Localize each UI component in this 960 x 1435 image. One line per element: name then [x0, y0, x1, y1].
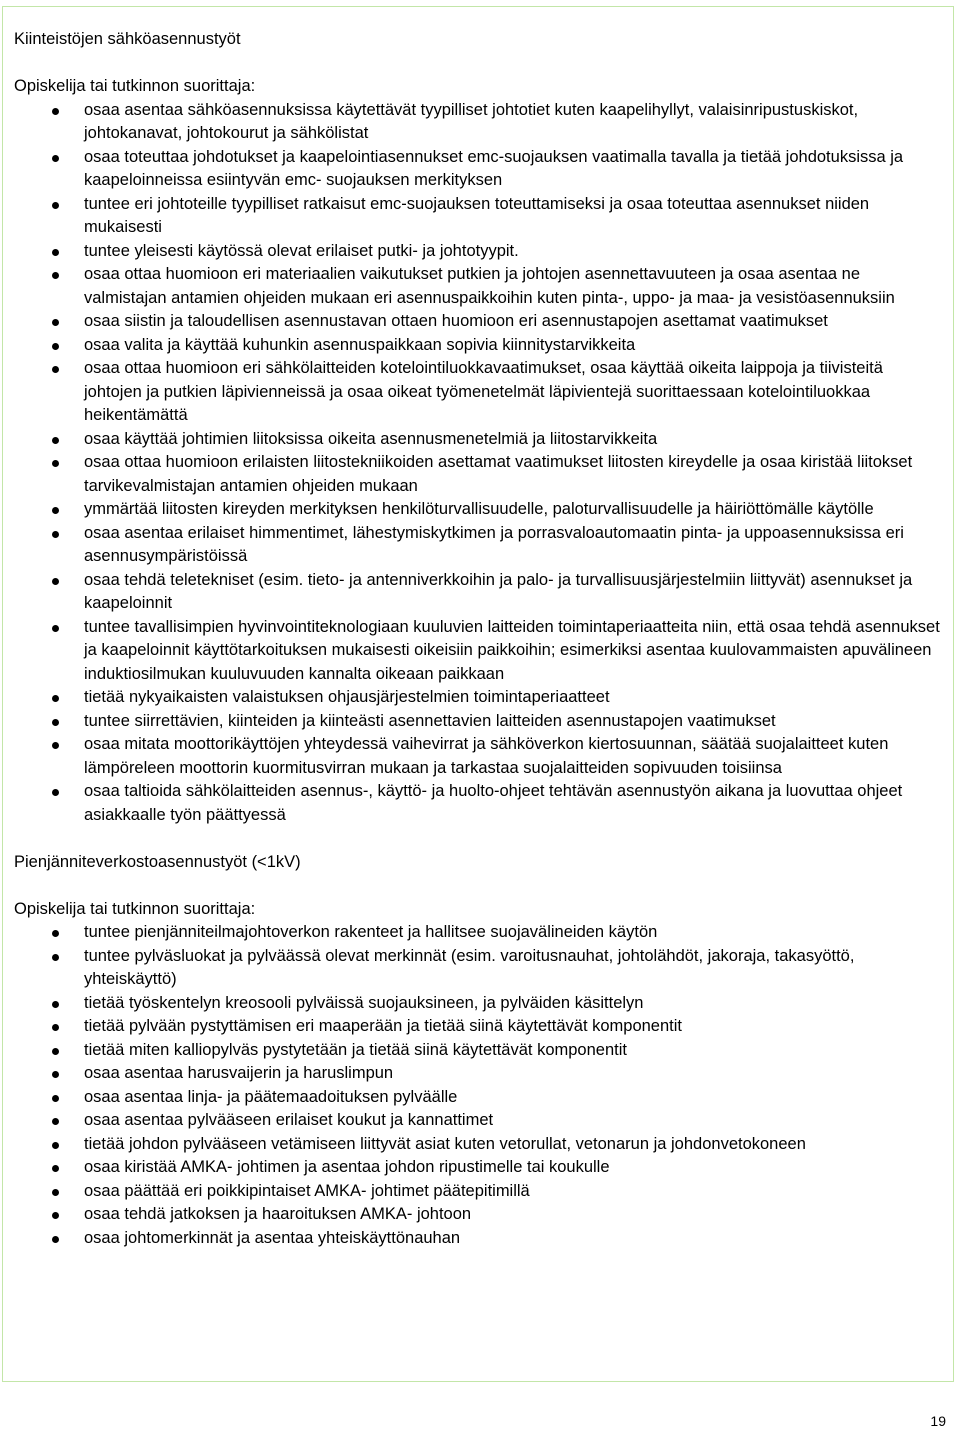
- bullet-icon: [52, 1024, 59, 1031]
- list-item-text: osaa asentaa erilaiset himmentimet, lähestymiskytkimen ja porrasvaloautomaatin pinta- ja uppoasennuksissa eri asennusympäristöissä: [84, 523, 904, 565]
- bullet-icon: [52, 1095, 59, 1102]
- bullet-icon: [52, 366, 59, 373]
- list-item: [14, 1086, 944, 1110]
- list-item-text: osaa ottaa huomioon erilaisten liitostekniikoiden asettamat vaatimukset liitosten kireydelle ja osaa kiristää liitokset tarvikevalmistajan antamien ohjeiden mukaan: [84, 453, 913, 495]
- bullet-icon: [52, 1212, 59, 1219]
- list-item-text: tuntee tavallisimpien hyvinvointiteknologiaan kuuluvien laitteiden toimintaperiaatteita niin, että osaa tehdä asennukset ja kaapeloinnit käyttötarkoituksen mukaisesti oikeisiin paikkoihin; esimerkiksi asentaa kuulovammaisten apuvälineen induktiosilmukan kuuluvuuden kannalta oikeaan paikkaan: [84, 617, 940, 683]
- list-item-text: tuntee pylväsluokat ja pylväässä olevat merkinnät (esim. varoitusnauhat, johtolähdöt, jakoraja, takasyöttö, yhteiskäyttö): [84, 946, 855, 988]
- bullet-icon: [52, 507, 59, 514]
- bullet-icon: [52, 742, 59, 749]
- list-item-text: tuntee siirrettävien, kiinteiden ja kiinteästi asennettavien laitteiden asennustapojen vaatimukset: [84, 711, 776, 730]
- bullet-icon: [52, 343, 59, 350]
- list-item-text: osaa käyttää johtimien liitoksissa oikeita asennusmenetelmiä ja liitostarvikkeita: [84, 429, 658, 448]
- list-item: [14, 334, 944, 358]
- list-item-text: ymmärtää liitosten kireyden merkityksen henkilöturvallisuudelle, paloturvallisuudelle ja häiriöttömälle käytölle: [84, 500, 874, 518]
- bullet-icon: [52, 954, 59, 961]
- list-item: [14, 1156, 944, 1180]
- section-title: Pienjänniteverkostoasennustyöt (<1kV): [14, 852, 301, 871]
- list-item-text: tietää johdon pylvääseen vetämiseen liittyvät asiat kuten vetorullat, vetonarun ja johdonvetokoneen: [84, 1134, 806, 1153]
- section-kiinteistot: [14, 28, 944, 827]
- list-item-text: osaa kiristää AMKA- johtimen ja asentaa johdon ripustimelle tai koukulle: [84, 1158, 610, 1176]
- list-item-text: tietää nykyaikaisten valaistuksen ohjausjärjestelmien toimintaperiaatteet: [84, 688, 610, 706]
- page-number: 19: [930, 1413, 946, 1429]
- list-item: [14, 357, 944, 428]
- bullet-icon: [52, 1142, 59, 1149]
- list-item-text: osaa valita ja käyttää kuhunkin asennuspaikkaan sopivia kiinnitystarvikkeita: [84, 335, 636, 354]
- bullet-icon: [52, 202, 59, 209]
- list-item-text: osaa asentaa linja- ja päätemaadoituksen pylväälle: [84, 1087, 458, 1106]
- list-item-text: tuntee pienjänniteilmajohtoverkon rakenteet ja hallitsee suojavälineiden käytön: [84, 923, 658, 941]
- bullet-icon: [52, 1236, 59, 1243]
- bullet-icon: [52, 695, 59, 702]
- list-item-text: osaa päättää eri poikkipintaiset AMKA- johtimet päätepitimillä: [84, 1181, 530, 1200]
- bullet-icon: [52, 460, 59, 467]
- list-item: [14, 569, 944, 616]
- list-item: [14, 1015, 944, 1039]
- list-item-text: osaa asentaa harusvaijerin ja haruslimpun: [84, 1064, 394, 1082]
- bullet-icon: [52, 1001, 59, 1008]
- section-title: Kiinteistöjen sähköasennustyöt: [14, 30, 241, 48]
- list-item-text: osaa mitata moottorikäyttöjen yhteydessä vaihevirrat ja sähköverkon kiertosuunnan, säätää suojalaitteet kuten lämpöreleen moottorin kuormitusvirran mukaan ja tarkastaa suojalaitteiden sopivuuden toisiinsa: [84, 735, 889, 777]
- list-item: [14, 1133, 944, 1157]
- list-item: [14, 616, 944, 687]
- list-item-text: osaa asentaa sähköasennuksissa käytettävät tyypilliset johtotiet kuten kaapelihyllyt, valaisinripustuskiskot, johtokanavat, johtokourut ja sähkölistat: [84, 100, 859, 142]
- bullet-icon: [52, 531, 59, 538]
- bullet-icon: [52, 930, 59, 937]
- list-item-text: tietää miten kalliopylväs pystytetään ja tietää siinä käytettävät komponentit: [84, 1040, 627, 1059]
- list-item: [14, 522, 944, 569]
- list-item: [14, 193, 944, 240]
- bullet-icon: [52, 625, 59, 632]
- list-item-text: osaa ottaa huomioon eri materiaalien vaikutukset putkien ja johtojen asennettavuuteen ja osaa asentaa ne valmistajan antamien ohjeiden mukaan eri asennuspaikkoihin kuten pinta-, uppo- ja maa- ja vesistöasennuksiin: [84, 265, 895, 307]
- list-item-text: tuntee eri johtoteille tyypilliset ratkaisut emc-suojauksen toteuttamiseksi ja osaa toteuttaa asennukset niiden mukaisesti: [84, 194, 870, 236]
- bullet-icon: [52, 319, 59, 326]
- bullet-icon: [52, 719, 59, 726]
- list-item-text: tietää pylvään pystyttämisen eri maaperään ja tietää siinä käytettävät komponentit: [84, 1017, 682, 1035]
- bullet-icon: [52, 249, 59, 256]
- requirement-list: [14, 921, 944, 1250]
- list-item-text: osaa taltioida sähkölaitteiden asennus-, käyttö- ja huolto-ohjeet tehtävän asennustyön aikana ja luovuttaa ohjeet asiakkaalle työn päättyessä: [84, 782, 903, 824]
- bullet-icon: [52, 1071, 59, 1078]
- document-body: [14, 28, 944, 1250]
- list-item: [14, 310, 944, 334]
- list-item: [14, 945, 944, 992]
- list-item-text: osaa tehdä teletekniset (esim. tieto- ja antenniverkkoihin ja palo- ja turvallisuusjärjestelmiin liittyvät) asennukset ja kaapeloinnit: [84, 570, 913, 612]
- section-subtitle: Opiskelija tai tutkinnon suorittaja:: [14, 77, 256, 95]
- bullet-icon: [52, 1165, 59, 1172]
- list-item: [14, 451, 944, 498]
- list-item: [14, 780, 944, 827]
- list-item-text: osaa siistin ja taloudellisen asennustavan ottaen huomioon eri asennustapojen asettamat vaatimukset: [84, 312, 828, 330]
- list-item: [14, 992, 944, 1016]
- list-item: [14, 1039, 944, 1063]
- list-item: [14, 263, 944, 310]
- list-item: [14, 686, 944, 710]
- list-item-text: osaa tehdä jatkoksen ja haaroituksen AMKA- johtoon: [84, 1205, 472, 1223]
- list-item-text: tuntee yleisesti käytössä olevat erilaiset putki- ja johtotyypit.: [84, 241, 519, 260]
- list-item-text: osaa toteuttaa johdotukset ja kaapelointiasennukset emc-suojauksen vaatimalla tavalla ja tietää johdotuksissa ja kaapeloinneissa esiintyvän emc- suojauksen merkityksen: [84, 147, 904, 189]
- list-item: [14, 733, 944, 780]
- bullet-icon: [52, 437, 59, 444]
- bullet-icon: [52, 108, 59, 115]
- bullet-icon: [52, 155, 59, 162]
- list-item: [14, 710, 944, 734]
- bullet-icon: [52, 578, 59, 585]
- bullet-icon: [52, 272, 59, 279]
- bullet-icon: [52, 1118, 59, 1125]
- bullet-icon: [52, 1189, 59, 1196]
- bullet-icon: [52, 1048, 59, 1055]
- section-pienjannite: [14, 851, 944, 1251]
- list-item: [14, 1109, 944, 1133]
- section-subtitle: Opiskelija tai tutkinnon suorittaja:: [14, 899, 256, 918]
- list-item: [14, 498, 944, 522]
- list-item-text: osaa asentaa pylvääseen erilaiset koukut ja kannattimet: [84, 1111, 494, 1129]
- list-item-text: osaa ottaa huomioon eri sähkölaitteiden kotelointiluokkavaatimukset, osaa käyttää oikeita laippoja ja tiivisteitä johtojen ja putkien läpivienneissä ja osaa oikeat työmenetelmät läpivientejä suorittaessaan kotelointiluokkaa heikentämättä: [84, 359, 883, 424]
- list-item: [14, 428, 944, 452]
- list-item: [14, 146, 944, 193]
- list-item: [14, 1180, 944, 1204]
- list-item: [14, 921, 944, 945]
- requirement-list: [14, 99, 944, 828]
- list-item-text: osaa johtomerkinnät ja asentaa yhteiskäyttönauhan: [84, 1228, 461, 1247]
- list-item: [14, 1203, 944, 1227]
- list-item: [14, 1062, 944, 1086]
- list-item: [14, 240, 944, 264]
- list-item: [14, 99, 944, 146]
- list-item-text: tietää työskentelyn kreosooli pylväissä suojauksineen, ja pylväiden käsittelyn: [84, 993, 644, 1012]
- list-item: [14, 1227, 944, 1251]
- bullet-icon: [52, 789, 59, 796]
